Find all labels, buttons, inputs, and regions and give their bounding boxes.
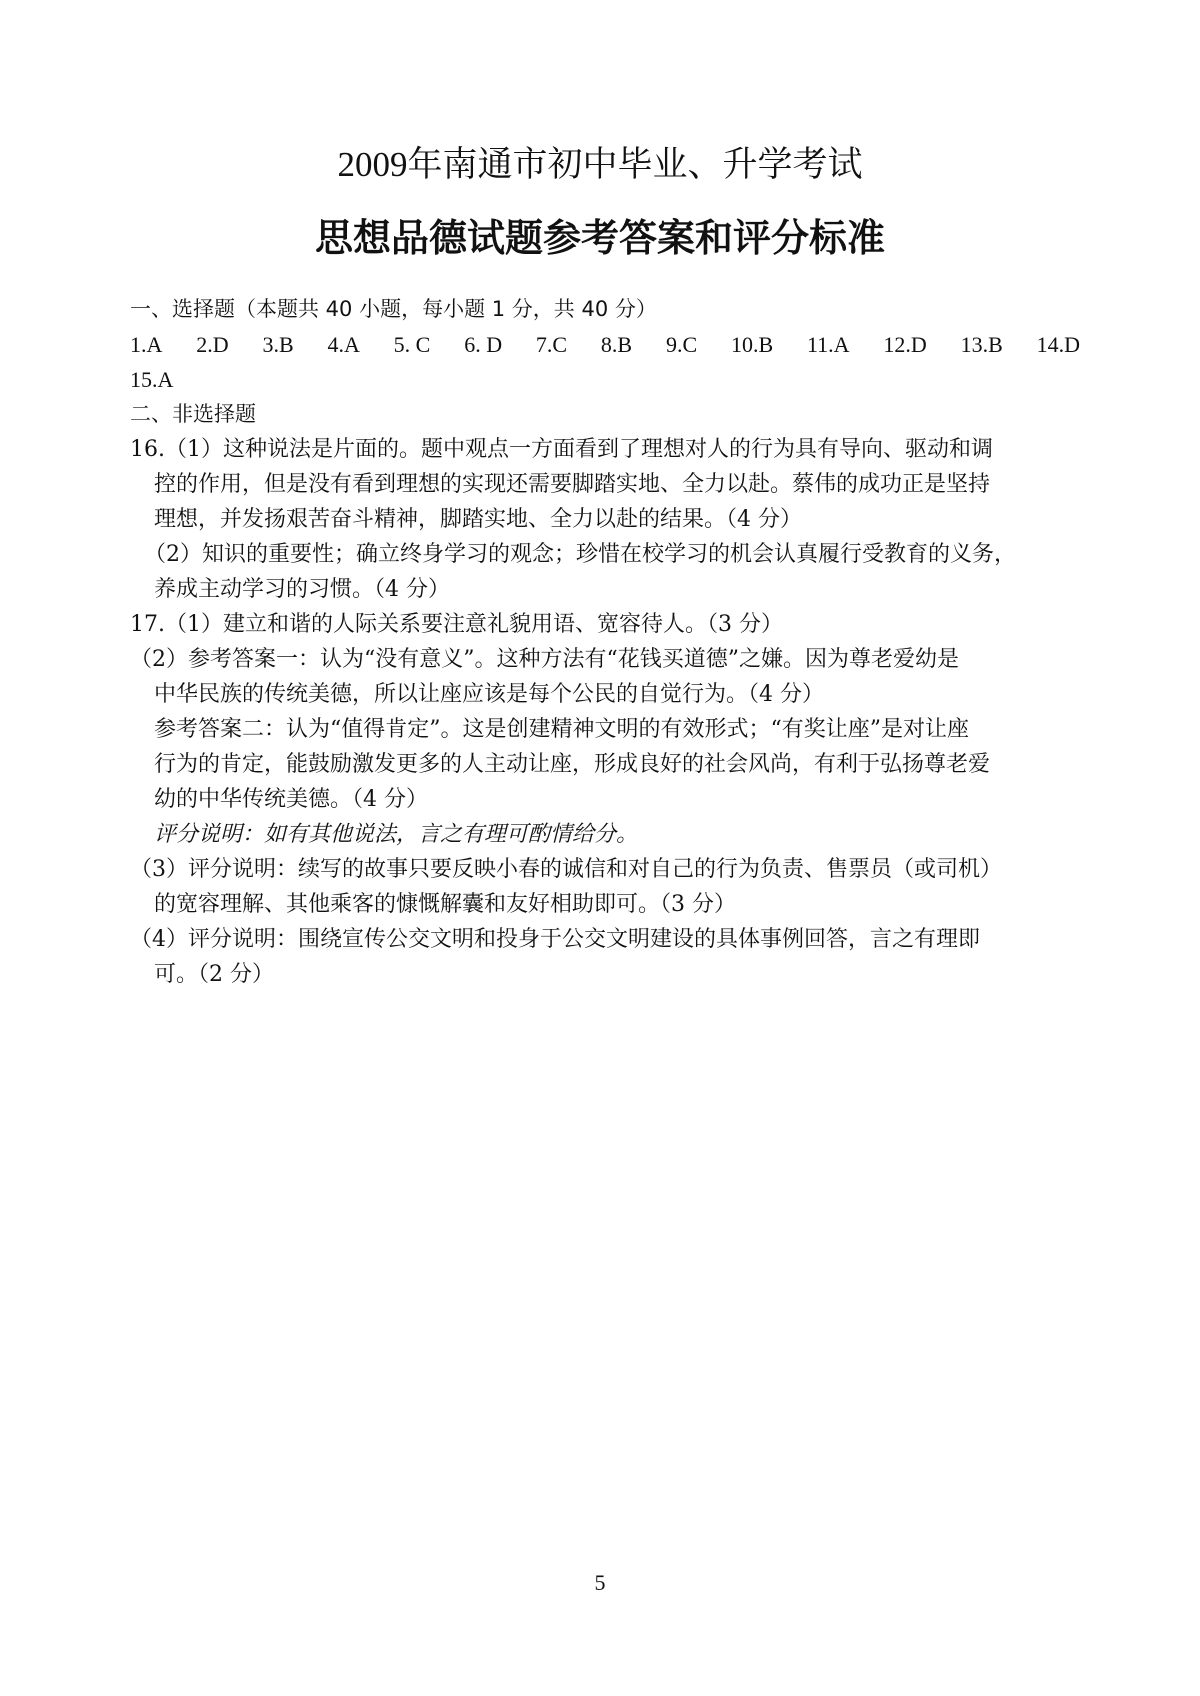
answer-item: 2.D [196, 332, 229, 357]
answer-item: 3.B [262, 332, 294, 357]
answer-item: 5. C [393, 332, 431, 357]
answer-item: 8.B [600, 332, 633, 357]
q17-part4-line1: （4）评分说明：围绕宣传公交文明和投身于公交文明建设的具体事例回答，言之有理即 [130, 927, 980, 952]
answer-item: 11.A [806, 332, 850, 357]
q17-part2-line1: （2）参考答案一：认为“没有意义”。这种方法有“花钱买道德”之嫌。因为尊老爱幼是 [130, 647, 959, 672]
answer-item: 14.D [1036, 332, 1080, 357]
q16-part2-line1: （2）知识的重要性；确立终身学习的观念；珍惜在校学习的机会认真履行受教育的义务， [144, 542, 1017, 567]
section1-heading: 一、选择题（本题共 40 小题，每小题 1 分，共 40 分） [130, 297, 657, 321]
q17-part1: 17.（1）建立和谐的人际关系要注意礼貌用语、宽容待人。（3 分） [130, 612, 783, 637]
answer-item: 1.A [130, 332, 163, 357]
answer-item: 6. D [464, 332, 503, 357]
answer-content [130, 292, 1090, 992]
document-subtitle: 思想品德试题参考答案和评分标准 [314, 216, 885, 260]
choice-answers-row [130, 327, 1080, 362]
q17-part3-line2: 的宽容理解、其他乘客的慷慨解囊和友好相助即可。（3 分） [154, 892, 736, 917]
q17-part2-line4: 行为的肯定，能鼓励激发更多的人主动让座，形成良好的社会风尚，有利于弘扬尊老爱 [154, 752, 991, 777]
q17-part4-line2: 可。（2 分） [154, 962, 274, 987]
q17-part3-line1: （3）评分说明：续写的故事只要反映小春的诚信和对自己的行为负责、售票员（或司机） [130, 857, 1003, 882]
q17-scoring-note: 评分说明：如有其他说法，言之有理可酌情给分。 [154, 822, 639, 847]
q16-part1-line2: 控的作用，但是没有看到理想的实现还需要脚踏实地、全力以赴。蔡伟的成功正是坚持 [154, 472, 991, 497]
q16-part1-line1: 16.（1）这种说法是片面的。题中观点一方面看到了理想对人的行为具有导向、驱动和调 [130, 437, 993, 462]
answer-item: 13.B [960, 332, 1003, 357]
answer-item: 15.A [130, 367, 174, 392]
section2-heading: 二、非选择题 [130, 402, 256, 426]
q16-part2-line2: 养成主动学习的习惯。（4 分） [154, 577, 450, 602]
page-number: 5 [594, 1570, 606, 1595]
q17-part2-line3: 参考答案二：认为“值得肯定”。这是创建精神文明的有效形式；“有奖让座”是对让座 [154, 717, 969, 742]
answer-item: 9.C [665, 332, 698, 357]
answer-item: 10.B [730, 332, 774, 357]
q16-part1-line3: 理想，并发扬艰苦奋斗精神，脚踏实地、全力以赴的结果。（4 分） [154, 507, 802, 532]
answer-item: 12.D [883, 332, 927, 357]
exam-title: 2009年南通市初中毕业、升学考试 [337, 145, 863, 184]
q17-part2-line5: 幼的中华传统美德。（4 分） [154, 787, 428, 812]
answer-item: 7.C [535, 332, 568, 357]
answer-item: 4.A [327, 332, 360, 357]
q17-part2-line2: 中华民族的传统美德，所以让座应该是每个公民的自觉行为。（4 分） [154, 682, 824, 707]
